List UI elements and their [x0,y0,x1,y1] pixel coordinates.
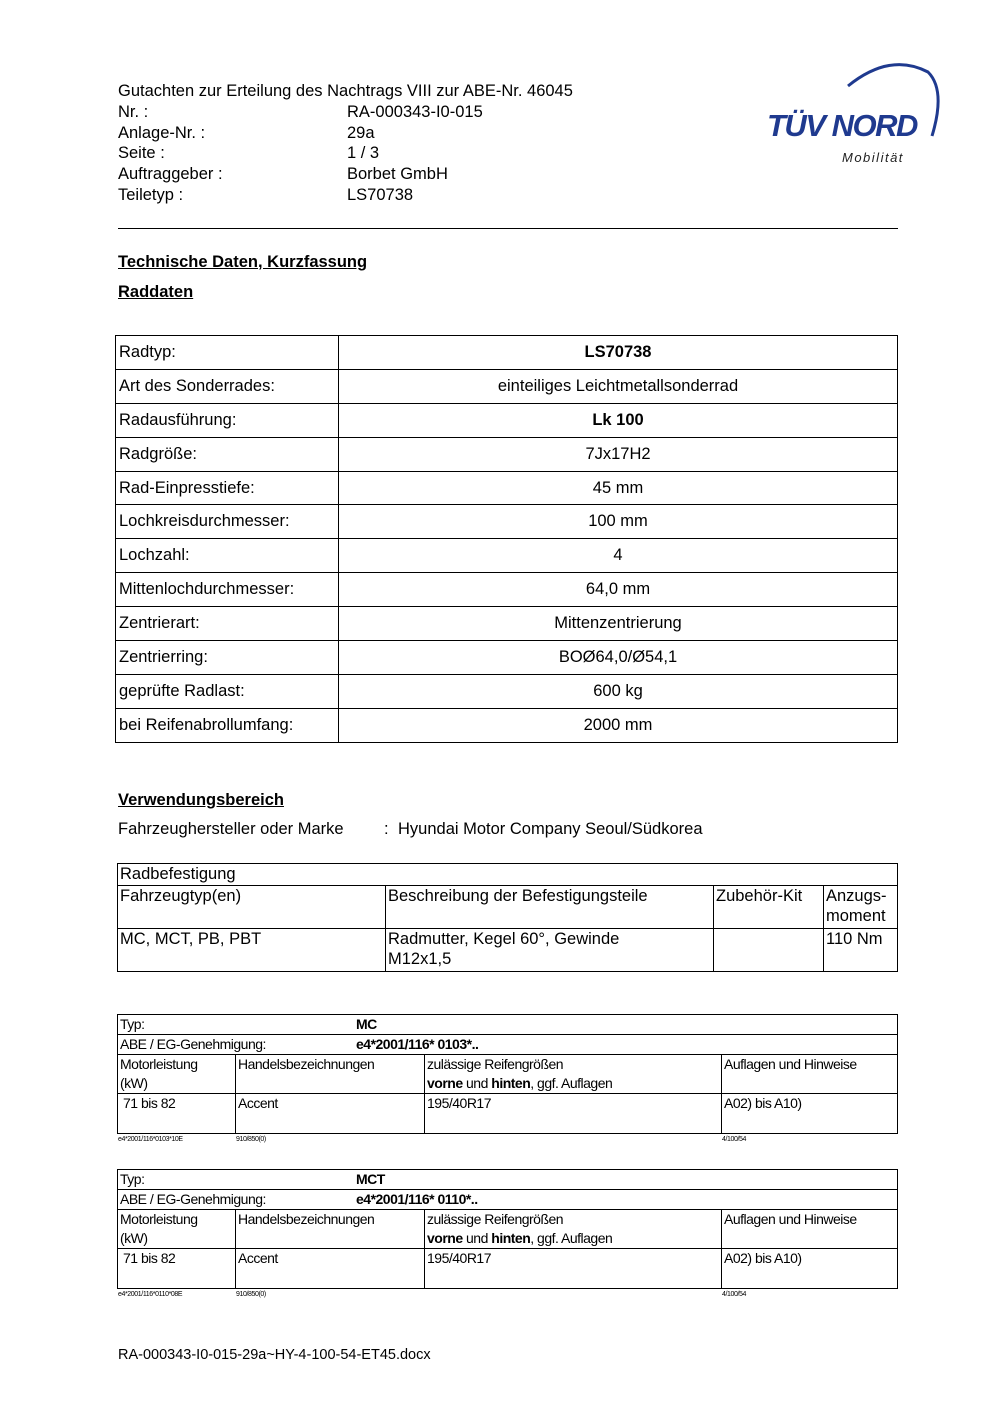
raddaten-label: geprüfte Radlast: [116,674,339,708]
raddaten-value: 64,0 mm [339,573,898,607]
tuv-nord-logo [760,58,950,178]
cell-line: M12x1,5 [388,950,452,968]
fahrzeug-value: Hyundai Motor Company Seoul/Südkorea [398,820,703,838]
header-label: Teiletyp : [118,185,184,204]
type-row [118,1170,898,1190]
header-line: zulässige Reifengrößen [427,1056,564,1072]
table-row [118,1170,898,1190]
col-header-reifen [425,1055,722,1094]
document-title: Gutachten zur Erteilung des Nachtrags VIII zur ABE-Nr. 46045 [118,82,573,100]
table-row [116,539,898,573]
header-line: moment [826,907,886,925]
raddaten-value: 2000 mm [339,708,898,742]
header-line [427,1074,719,1093]
cell-motor: 71 bis 82 [118,1094,236,1134]
typ-label: Typ: [120,1171,145,1187]
col-header-motor [118,1055,236,1094]
table-row [118,1094,898,1134]
raddaten-label: Radtyp: [116,336,339,370]
abe-value: e4*2001/116* 0110*.. [356,1191,478,1207]
raddaten-value: einteiliges Leichtmetallsonderrad [339,369,898,403]
header-text: , ggf. Auflagen [530,1075,613,1091]
cell-motor: 71 bis 82 [118,1249,236,1289]
abe-value: e4*2001/116* 0103*.. [356,1036,479,1052]
raddaten-label: Zentrierring: [116,641,339,675]
raddaten-value: Lk 100 [339,403,898,437]
typ-label: Typ: [120,1016,145,1032]
befestigung-cell [714,928,824,971]
document-header [118,81,573,206]
befestigung-cell: 110 Nm [824,928,898,971]
table-row [118,1015,898,1035]
header-label: Auftraggeber : [118,165,223,184]
table-row [118,885,898,928]
raddaten-value: Mittenzentrierung [339,607,898,641]
raddaten-table [115,335,898,743]
abe-row [118,1035,898,1055]
header-label: Nr. : [118,102,149,121]
header-value: 1 / 3 [347,144,380,163]
footer-filename: RA-000343-I0-015-29a~HY-4-100-54-ET45.docx [118,1347,431,1363]
type-table-mct [117,1169,898,1289]
table-row [118,1055,898,1094]
raddaten-value: LS70738 [339,336,898,370]
befestigung-cell: MC, MCT, PB, PBT [118,928,386,971]
section-technische-daten: Technische Daten, Kurzfassung [118,253,368,271]
col-header-motor [118,1210,236,1249]
table-row [118,1190,898,1210]
header-bold: hinten [491,1075,531,1091]
raddaten-label: Rad-Einpresstiefe: [116,471,339,505]
header-line: Motorleistung [120,1211,198,1227]
raddaten-label: Mittenlochdurchmesser: [116,573,339,607]
header-label: Anlage-Nr. : [118,123,206,142]
befestigung-cell [386,928,714,971]
table-row [118,928,898,971]
raddaten-value: 600 kg [339,674,898,708]
col-header-auflagen: Auflagen und Hinweise [722,1055,898,1094]
raddaten-value: 4 [339,539,898,573]
abe-row [118,1190,898,1210]
befestigung-title: Radbefestigung [118,864,898,886]
header-row-seite [118,143,573,164]
col-header-reifen [425,1210,722,1249]
fine-print: e4*2001/116*0103*10E [118,1136,183,1143]
raddaten-label: bei Reifenabrollumfang: [116,708,339,742]
table-row [116,674,898,708]
typ-value: MCT [356,1171,385,1187]
cell-auflagen: A02) bis A10) [722,1094,898,1134]
raddaten-value: 7Jx17H2 [339,437,898,471]
table-row [118,1035,898,1055]
header-value: 29a [347,123,375,142]
raddaten-label: Lochzahl: [116,539,339,573]
table-row [116,471,898,505]
table-row [116,437,898,471]
raddaten-label: Lochkreisdurchmesser: [116,505,339,539]
header-value: RA-000343-I0-015 [347,102,483,121]
header-row-teiletyp [118,185,573,206]
table-row [118,1210,898,1249]
fine-print: 910/850(0) [236,1291,266,1298]
cell-reifen: 195/40R17 [425,1249,722,1289]
type-table-mc [117,1014,898,1134]
header-text: und [462,1230,492,1246]
table-row [118,1249,898,1289]
header-value: LS70738 [347,185,414,204]
section-verwendungsbereich: Verwendungsbereich [118,791,284,809]
cell-reifen: 195/40R17 [425,1094,722,1134]
table-row [116,336,898,370]
header-line: (kW) [120,1230,148,1246]
table-row [116,708,898,742]
fine-print: 910/850(0) [236,1136,266,1143]
header-line: Anzugs- [826,886,887,905]
befestigung-header: Beschreibung der Befestigungsteile [386,885,714,928]
fahrzeug-label: Fahrzeughersteller oder Marke [118,820,344,838]
cell-auflagen: A02) bis A10) [722,1249,898,1289]
col-header-auflagen: Auflagen und Hinweise [722,1210,898,1249]
fine-print: 4/100/54 [722,1136,747,1143]
raddaten-value: 45 mm [339,471,898,505]
header-text: und [462,1075,492,1091]
raddaten-label: Radgröße: [116,437,339,471]
fine-print: e4*2001/116*0110*08E [118,1291,183,1298]
raddaten-label: Zentrierart: [116,607,339,641]
logo-subtitle: Mobilität [842,150,904,165]
header-line [427,1229,719,1248]
type-row [118,1015,898,1035]
table-row [116,607,898,641]
abe-label: ABE / EG-Genehmigung: [120,1036,266,1052]
header-text: , ggf. Auflagen [530,1230,613,1246]
cell-handel: Accent [236,1094,425,1134]
header-bold: hinten [491,1230,531,1246]
radbefestigung-table [117,863,898,972]
section-raddaten: Raddaten [118,283,194,301]
table-row [116,369,898,403]
befestigung-header: Zubehör-Kit [714,885,824,928]
fine-print: 4/100/54 [722,1291,747,1298]
header-line: zulässige Reifengrößen [427,1211,564,1227]
header-bold: vorne [427,1075,463,1091]
col-header-handel: Handelsbezeichnungen [236,1055,425,1094]
header-line: (kW) [120,1075,148,1091]
cell-line: Radmutter, Kegel 60°, Gewinde [388,929,620,948]
typ-value: MC [356,1016,377,1032]
header-row-nr [118,102,573,123]
fahrzeughersteller-line [118,820,703,839]
raddaten-label: Radausführung: [116,403,339,437]
header-row-anlage [118,123,573,144]
header-line: Motorleistung [120,1056,198,1072]
table-row [118,864,898,886]
header-divider [118,228,898,229]
table-row [116,505,898,539]
col-header-handel: Handelsbezeichnungen [236,1210,425,1249]
raddaten-value: 100 mm [339,505,898,539]
table-row [116,573,898,607]
table-row [116,641,898,675]
header-value: Borbet GmbH [347,165,448,184]
table-row [116,403,898,437]
header-row-auftraggeber [118,164,573,185]
cell-handel: Accent [236,1249,425,1289]
raddaten-value: BOØ64,0/Ø54,1 [339,641,898,675]
header-bold: vorne [427,1230,463,1246]
befestigung-header: Fahrzeugtyp(en) [118,885,386,928]
abe-label: ABE / EG-Genehmigung: [120,1191,266,1207]
fahrzeug-sep: : [384,820,389,838]
befestigung-header-anzugsmoment [824,885,898,928]
logo-wordmark: TÜV NORD [767,108,917,143]
header-label: Seite : [118,144,165,163]
raddaten-label: Art des Sonderrades: [116,369,339,403]
